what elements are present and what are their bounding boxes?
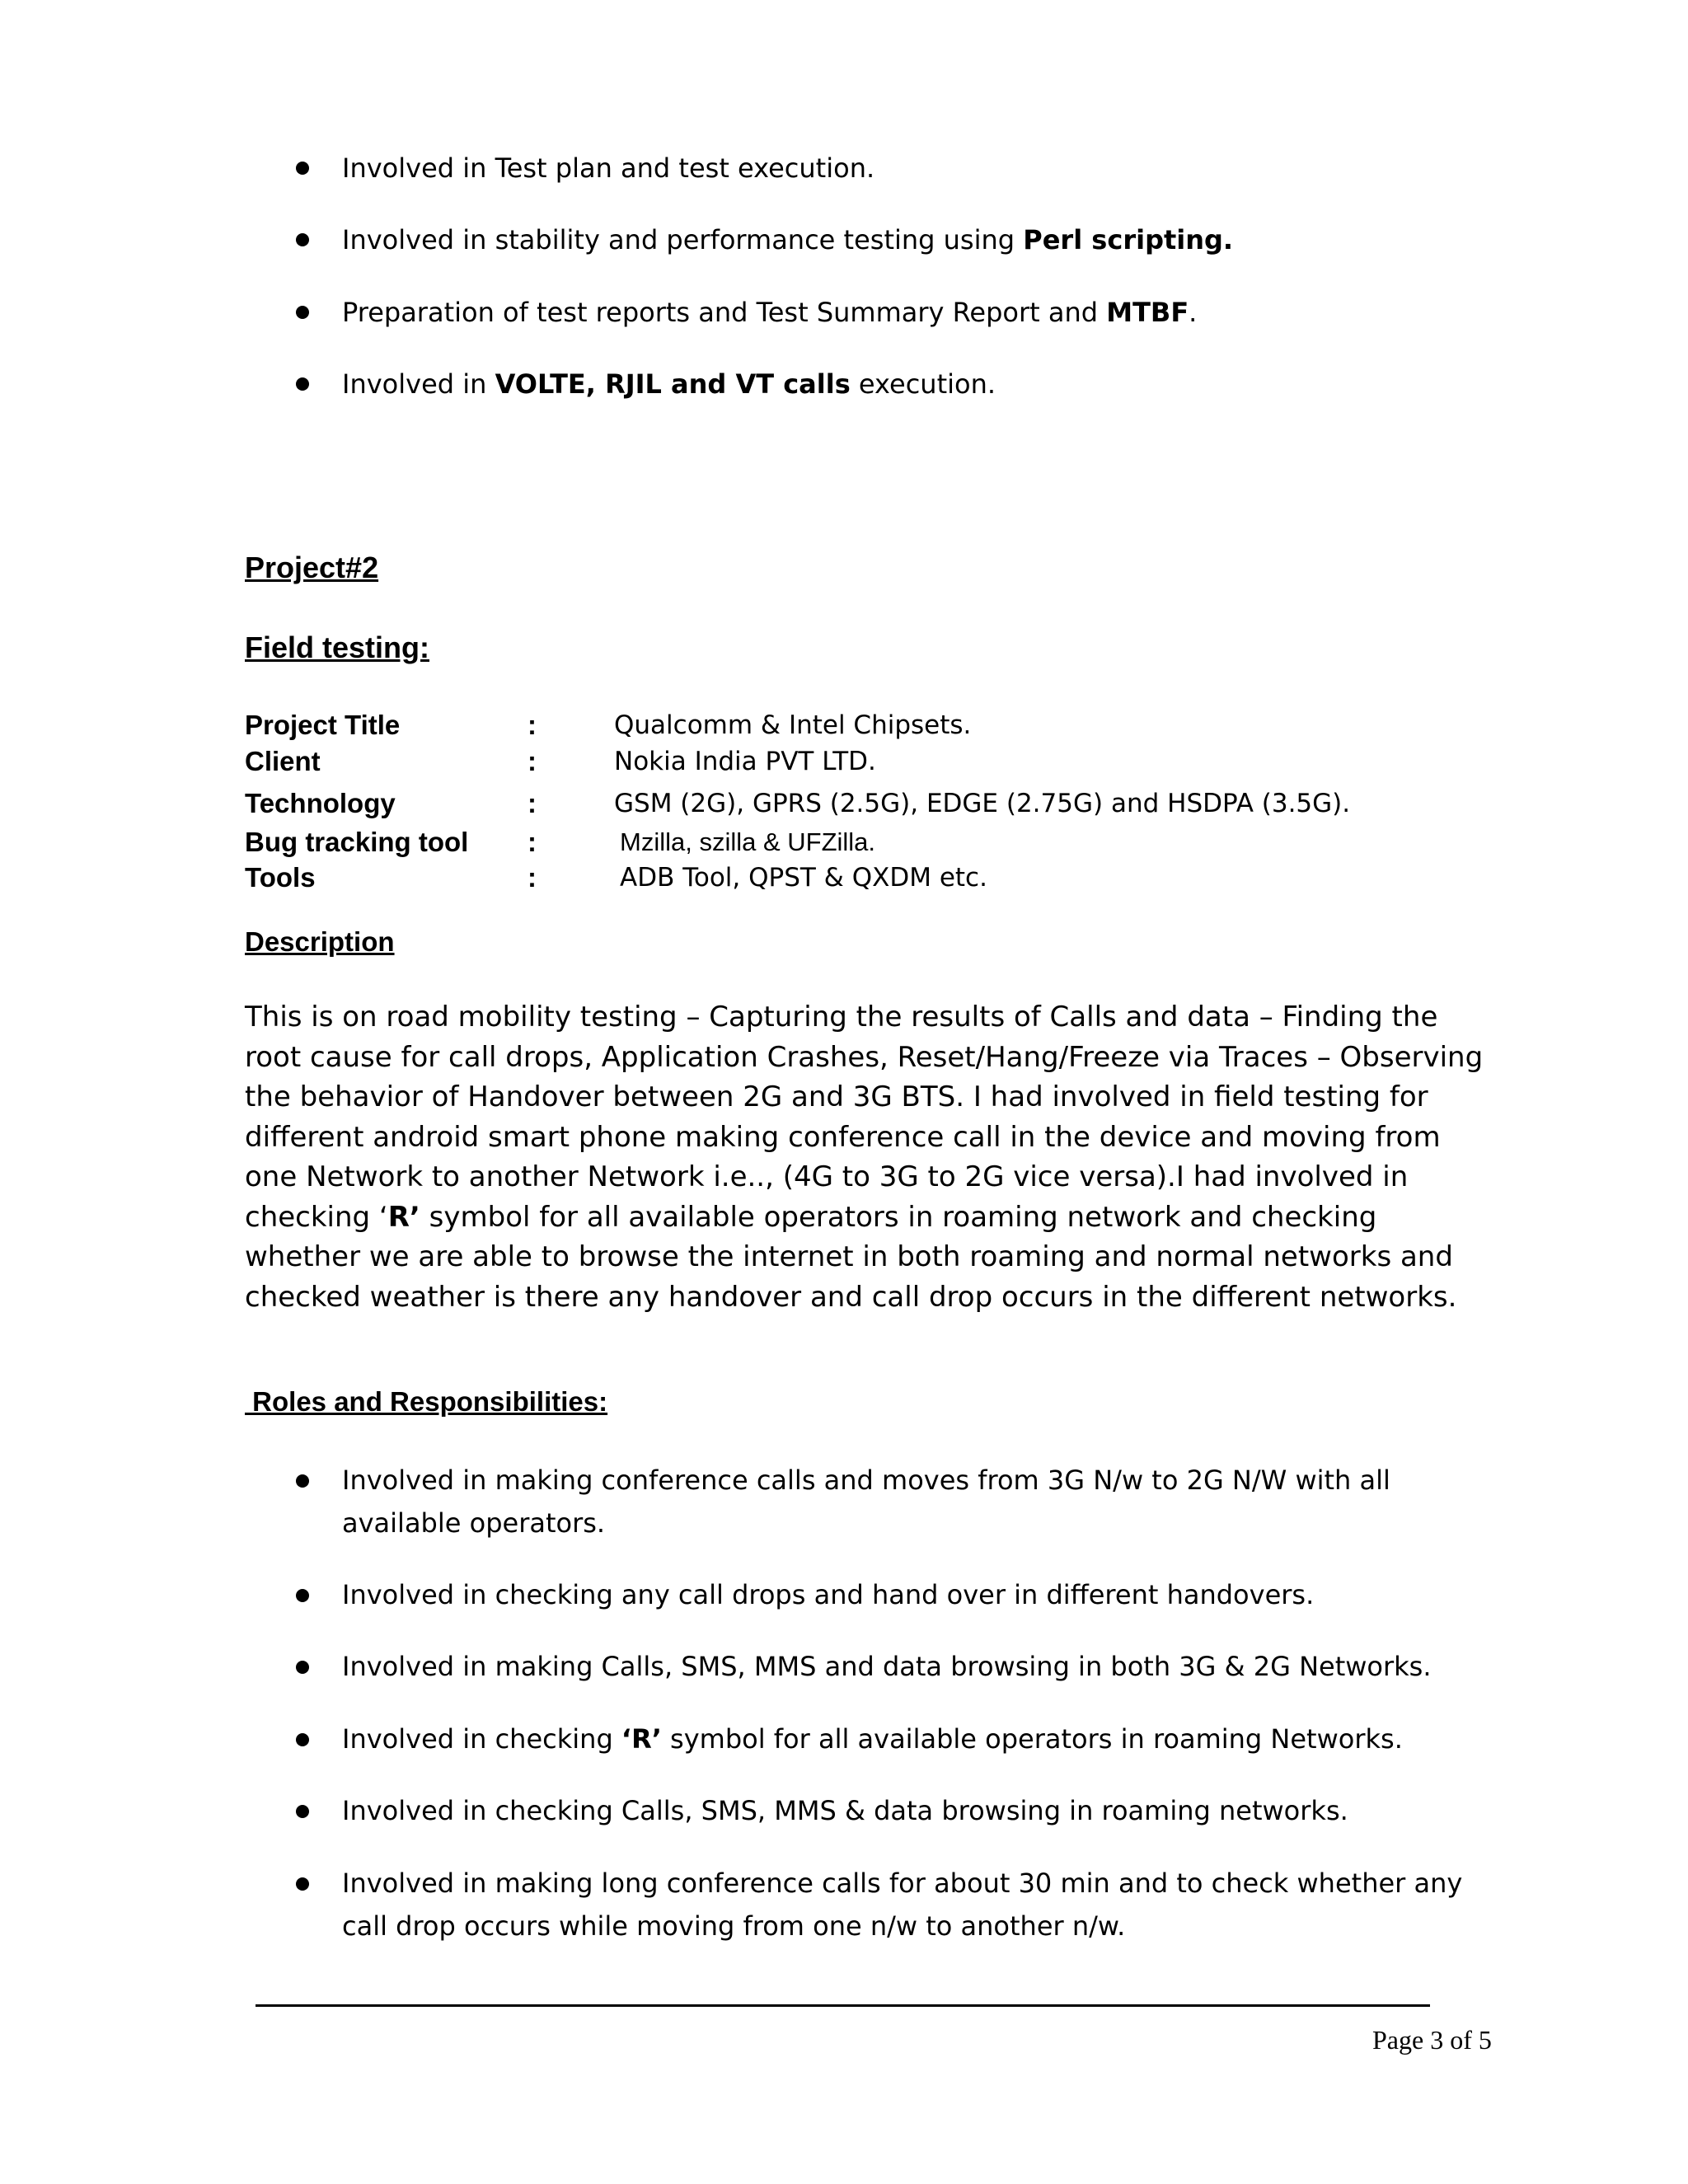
info-label: Project Title <box>245 710 401 740</box>
description-heading: Description <box>245 926 395 957</box>
info-value: Nokia India PVT LTD. <box>614 747 876 776</box>
info-value: Mzilla, szilla & UFZilla. <box>620 827 876 856</box>
list-item: Involved in Test plan and test execution. <box>342 152 875 184</box>
roles-heading: Roles and Responsibilities: <box>245 1386 608 1417</box>
bullet-icon <box>296 1661 309 1674</box>
bullet-icon <box>296 377 309 391</box>
list-item: Involved in making Calls, SMS, MMS and data browsing in both 3G & 2G Networks. <box>342 1651 1432 1682</box>
bullet-icon <box>296 1474 309 1488</box>
list-item: Involved in stability and performance testing using Perl scripting. <box>342 224 1234 255</box>
bullet-icon <box>296 233 309 246</box>
info-colon: : <box>528 788 537 818</box>
info-colon: : <box>528 746 537 776</box>
description-paragraph: This is on road mobility testing – Capturing the results of Calls and data – Finding the root cause for call drops, Application Crashes, Reset/Hang/Freeze via Traces – Observing the behavior of Handover between 2G and 3G BTS. I had involved in field testing for different android smart phone making conference call in the device and moving from one Network to another Network i.e.., (4G to 3G to 2G vice versa).I had involved in checking ‘R’ symbol for all available operators in roaming network and checking whether we are able to browse the internet in both roaming and normal networks and checked weather is there any handover and call drop occurs in the different networks. <box>245 1001 1484 1314</box>
list-item: Preparation of test reports and Test Summary Report and MTBF. <box>342 297 1198 328</box>
list-item: Involved in making conference calls and moves from 3G N/w to 2G N/W with all available operators. <box>342 1465 1390 1539</box>
list-item: Involved in checking any call drops and hand over in different handovers. <box>342 1579 1315 1610</box>
list-item: Involved in making long conference calls for about 30 min and to check whether any call drop occurs while moving from one n/w to another n/w. <box>342 1868 1463 1942</box>
bullet-icon <box>296 306 309 319</box>
info-colon: : <box>528 710 537 740</box>
bullet-icon <box>296 1877 309 1891</box>
section-title: Field testing: <box>245 630 429 664</box>
info-label: Tools <box>245 862 316 893</box>
page-number: Page 3 of 5 <box>1372 2025 1492 2055</box>
info-label: Bug tracking tool <box>245 827 469 857</box>
bullet-icon <box>296 1589 309 1602</box>
info-colon: : <box>528 827 537 857</box>
info-value: GSM (2G), GPRS (2.5G), EDGE (2.75G) and HSDPA (3.5G). <box>614 789 1351 818</box>
info-value: ADB Tool, QPST & QXDM etc. <box>620 863 987 893</box>
list-item: Involved in checking Calls, SMS, MMS & data browsing in roaming networks. <box>342 1795 1348 1826</box>
info-value: Qualcomm & Intel Chipsets. <box>614 710 972 740</box>
bullet-icon <box>296 162 309 175</box>
list-item: Involved in checking ‘R’ symbol for all available operators in roaming Networks. <box>342 1723 1403 1755</box>
bullet-icon <box>296 1733 309 1746</box>
footer-divider <box>256 2004 1430 2007</box>
info-label: Client <box>245 746 321 776</box>
list-item: Involved in VOLTE, RJIL and VT calls execution. <box>342 368 996 400</box>
project-heading: Project#2 <box>245 551 379 584</box>
info-label: Technology <box>245 788 396 818</box>
info-colon: : <box>528 862 537 893</box>
bullet-icon <box>296 1805 309 1818</box>
